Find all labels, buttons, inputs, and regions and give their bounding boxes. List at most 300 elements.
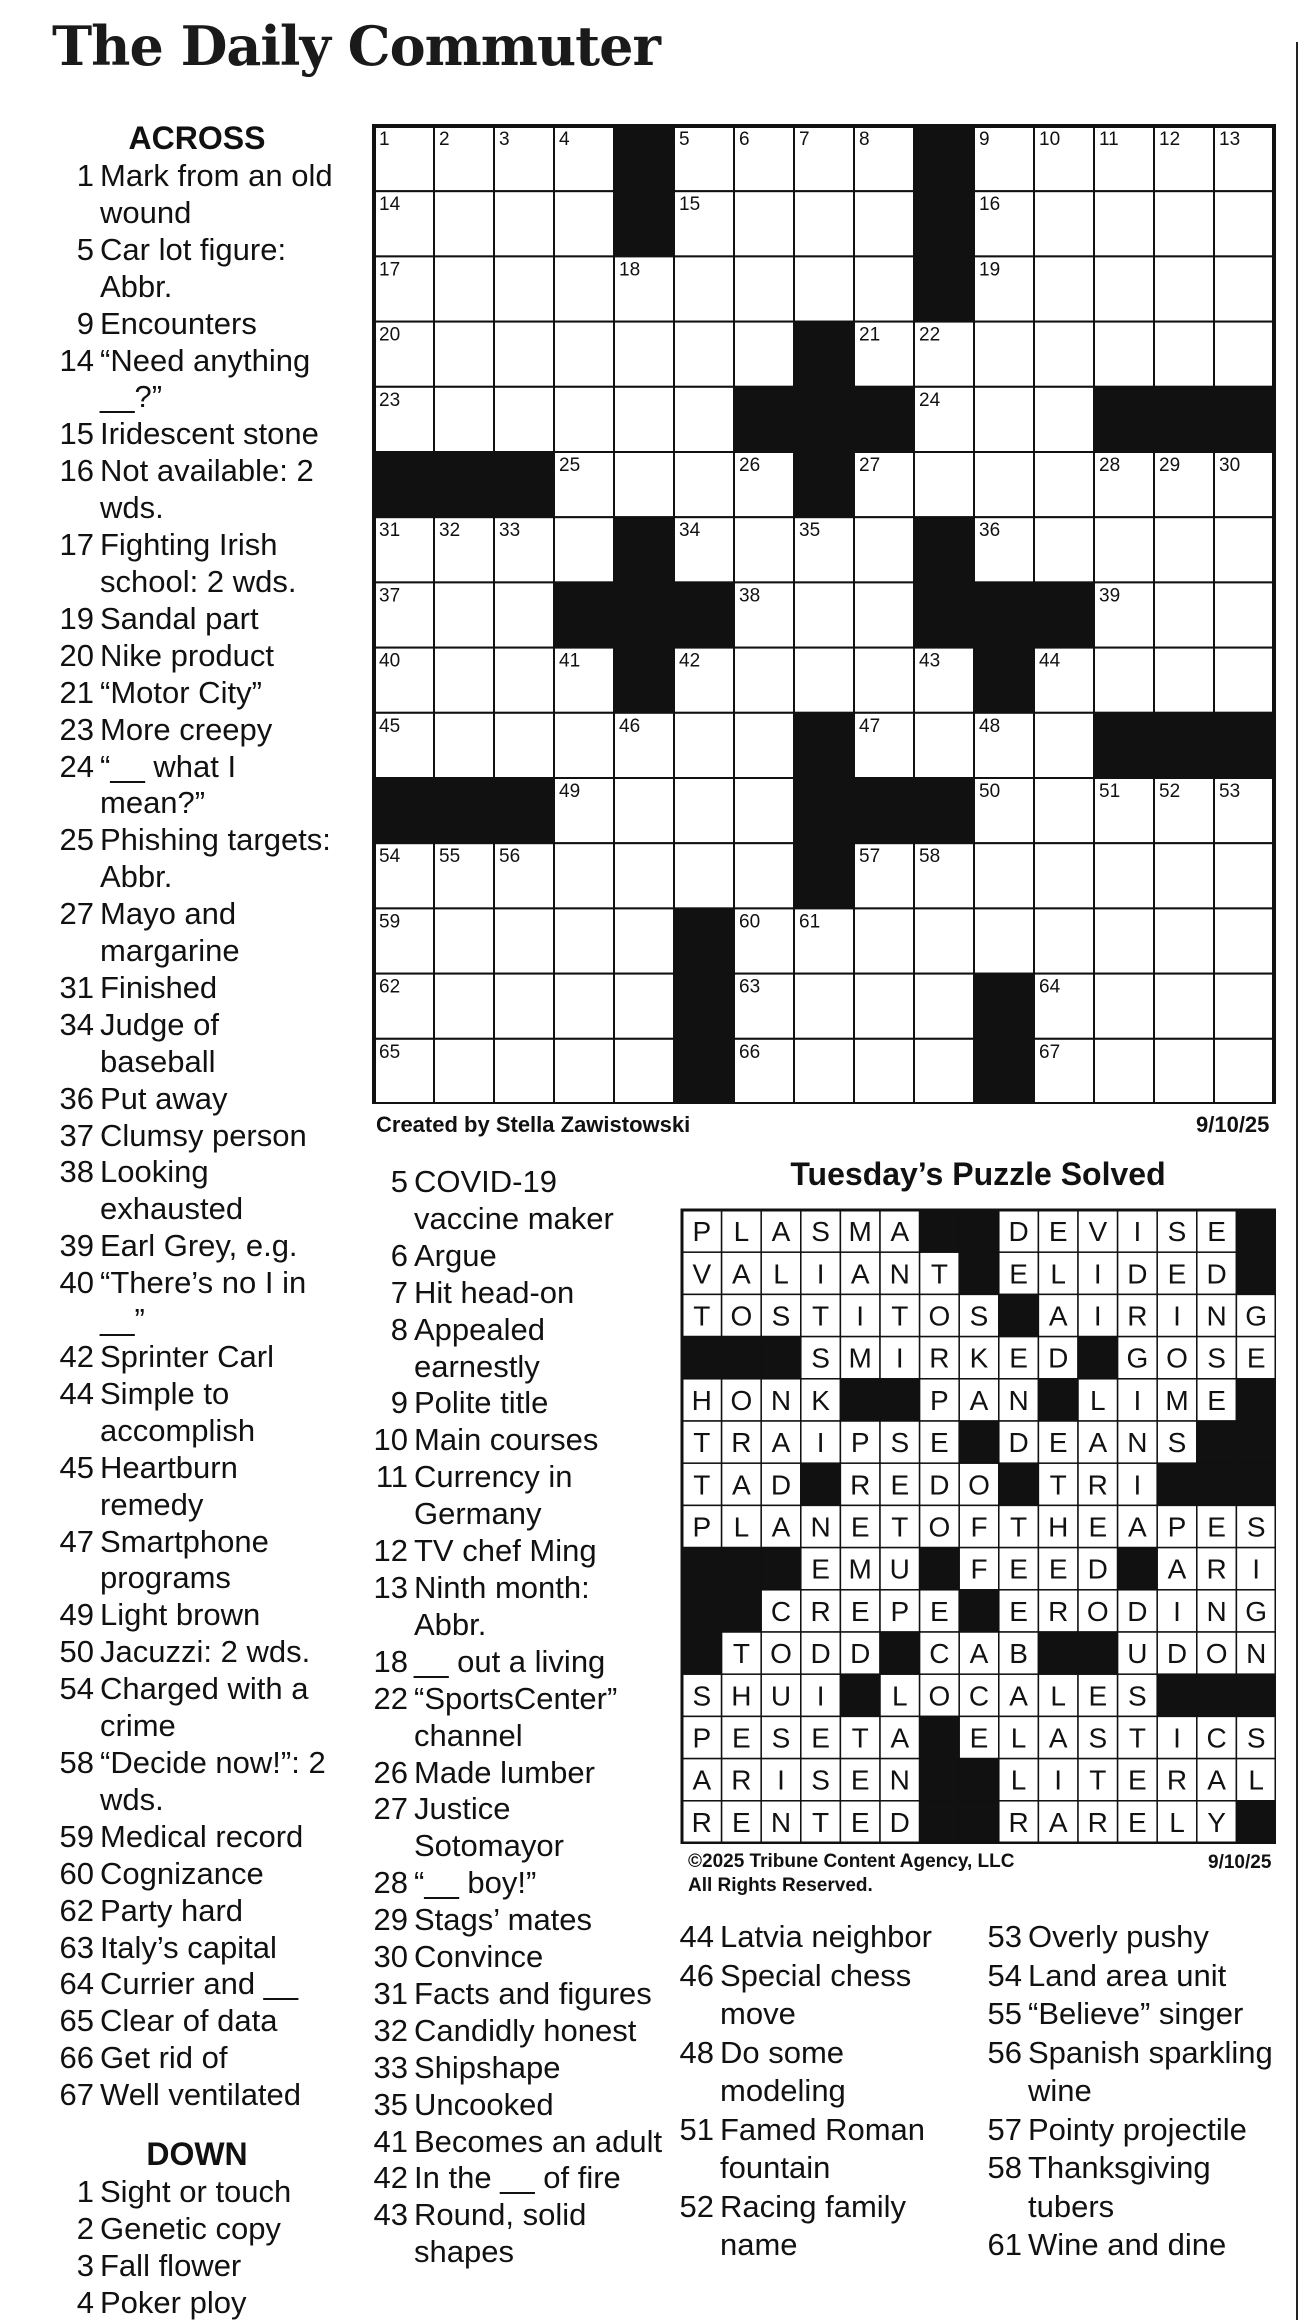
grid-cell[interactable]: [1034, 778, 1094, 843]
clue-down_col2-32: [366, 2013, 666, 2050]
clue-down_col2-8: [366, 1312, 666, 1386]
grid-cell[interactable]: [494, 648, 554, 713]
grid-cell[interactable]: [1214, 843, 1274, 908]
solved-letter: L: [773, 1258, 789, 1290]
clue-number: 18: [373, 1643, 408, 1679]
grid-cell[interactable]: [734, 648, 794, 713]
clue-number: 38: [59, 1154, 94, 1190]
clue-text: Sight or touch: [100, 2174, 292, 2210]
clue-number: 60: [59, 1855, 94, 1891]
solved-block: [1236, 1252, 1276, 1294]
clue-text: Stags’ mates: [414, 1902, 593, 1938]
clue-down_col2-30: [366, 1939, 666, 1976]
clue-text: Convince: [414, 1939, 544, 1975]
grid-cell[interactable]: [1154, 517, 1214, 582]
grid-block: [614, 582, 674, 647]
grid-number: 11: [1099, 129, 1119, 150]
grid-cell[interactable]: [1154, 322, 1214, 387]
column-rule: [1296, 42, 1298, 2320]
grid-cell[interactable]: [1094, 191, 1154, 256]
clue-text: Poker ploy: [100, 2284, 247, 2320]
grid-cell[interactable]: [494, 713, 554, 778]
grid-cell[interactable]: [1034, 908, 1094, 973]
clue-text: “Believe” singer: [1028, 1996, 1244, 2031]
clue-text: Finished: [100, 969, 218, 1005]
grid-cell[interactable]: [1034, 191, 1094, 256]
grid-cell[interactable]: [494, 322, 554, 387]
clue-across-54: [52, 1671, 342, 1745]
grid-block: [614, 126, 674, 191]
masthead: The Daily Commuter: [52, 14, 660, 78]
clue-number: 50: [59, 1634, 94, 1670]
clue-down_col3-48: [672, 2034, 976, 2111]
grid-cell[interactable]: [1094, 908, 1154, 973]
grid-cell[interactable]: [914, 974, 974, 1039]
clue-text: Car lot figure: Abbr.: [100, 231, 287, 304]
grid-cell[interactable]: [734, 778, 794, 843]
grid-cell[interactable]: [1094, 974, 1154, 1039]
clue-across-63: [52, 1930, 342, 1967]
grid-cell[interactable]: [1094, 256, 1154, 321]
grid-cell[interactable]: [1214, 1039, 1274, 1104]
clue-number: 67: [59, 2077, 94, 2113]
grid-cell[interactable]: [494, 191, 554, 256]
grid-cell[interactable]: [1094, 1039, 1154, 1104]
grid-cell[interactable]: [974, 322, 1034, 387]
grid-number: 36: [979, 520, 1001, 542]
down-clue-list-1: [52, 2174, 342, 2322]
clue-text: Party hard: [100, 1892, 244, 1928]
grid-cell[interactable]: [494, 387, 554, 452]
solved-letter: S: [1246, 1722, 1266, 1754]
solved-letter: R: [810, 1595, 831, 1627]
solved-letter: S: [1088, 1722, 1108, 1754]
grid-cell[interactable]: [554, 974, 614, 1039]
grid-cell[interactable]: [1214, 582, 1274, 647]
grid-number: 39: [1099, 585, 1121, 607]
grid-cell[interactable]: [734, 256, 794, 321]
grid-block: [854, 387, 914, 452]
clue-number: 3: [76, 2247, 94, 2283]
clue-across-47: [52, 1524, 342, 1598]
grid-cell[interactable]: [1214, 648, 1274, 713]
clue-number: 23: [59, 711, 94, 747]
clue-down_col2-27: [366, 1791, 666, 1865]
solved-letter: I: [816, 1258, 825, 1290]
grid-cell[interactable]: [434, 582, 494, 647]
solved-heading: Tuesday’s Puzzle Solved: [790, 1156, 1166, 1192]
grid-cell[interactable]: [734, 322, 794, 387]
clue-number: 27: [59, 896, 94, 932]
grid-cell[interactable]: [554, 1039, 614, 1104]
grid-cell[interactable]: [1154, 974, 1214, 1039]
grid-cell[interactable]: [1214, 974, 1274, 1039]
grid-number: 50: [979, 781, 1001, 802]
solved-letter: R: [731, 1427, 752, 1459]
grid-number: 63: [739, 976, 761, 998]
solved-letter: A: [890, 1216, 910, 1248]
grid-cell[interactable]: [494, 256, 554, 321]
solved-letter: N: [1127, 1427, 1148, 1459]
grid-cell[interactable]: [614, 322, 674, 387]
solved-letter: L: [1090, 1384, 1106, 1416]
grid-cell[interactable]: [854, 517, 914, 582]
clue-across-37: [52, 1118, 342, 1155]
grid-number: 34: [679, 520, 701, 542]
clue-down_col1-3: [52, 2248, 342, 2285]
clue-across-16: [52, 453, 342, 527]
solved-letter: I: [816, 1680, 825, 1712]
solved-letter: S: [1128, 1680, 1147, 1712]
clue-number: 7: [390, 1274, 408, 1310]
grid-cell[interactable]: [494, 908, 554, 973]
grid-cell[interactable]: [914, 1039, 974, 1104]
grid-cell[interactable]: [974, 908, 1034, 973]
grid-cell[interactable]: [854, 582, 914, 647]
grid-cell[interactable]: [734, 843, 794, 908]
clue-text: Made lumber: [414, 1754, 595, 1790]
solved-block: [880, 1632, 920, 1674]
grid-block: [554, 582, 614, 647]
clue-text: Sandal part: [100, 600, 259, 636]
grid-cell[interactable]: [854, 1039, 914, 1104]
grid-cell[interactable]: [674, 778, 734, 843]
solved-letter: T: [1010, 1511, 1028, 1543]
solved-letter: E: [1048, 1216, 1068, 1248]
solved-letter: S: [1207, 1342, 1226, 1374]
clue-text: Nike product: [100, 637, 275, 673]
clue-number: 44: [679, 1919, 714, 1954]
grid-cell[interactable]: [674, 713, 734, 778]
grid-cell[interactable]: [854, 256, 914, 321]
grid-cell[interactable]: [974, 843, 1034, 908]
clue-down_col1-2: [52, 2211, 342, 2248]
clue-text: Get rid of: [100, 2040, 228, 2076]
clue-text: Well ventilated: [100, 2077, 302, 2113]
solved-letter: E: [930, 1427, 949, 1459]
clue-number: 54: [987, 1957, 1022, 1993]
grid-cell[interactable]: [1034, 256, 1094, 321]
grid-cell[interactable]: [614, 974, 674, 1039]
grid-cell[interactable]: [1094, 322, 1154, 387]
clue-text: “Decide now!”: 2 wds.: [100, 1744, 326, 1817]
puzzle-date: 9/10/25: [1196, 1112, 1270, 1137]
grid-cell[interactable]: [1214, 191, 1274, 256]
grid-block: [674, 974, 734, 1039]
clue-across-21: [52, 675, 342, 712]
across-clue-list: [52, 158, 342, 2114]
grid-cell[interactable]: [1034, 517, 1094, 582]
solved-letter: H: [691, 1384, 712, 1416]
solved-letter: S: [969, 1300, 989, 1332]
grid-cell[interactable]: [1034, 452, 1094, 517]
clue-across-36: [52, 1081, 342, 1118]
solved-letter: N: [1206, 1300, 1227, 1332]
clue-across-67: [52, 2077, 342, 2114]
grid-cell[interactable]: [854, 648, 914, 713]
solved-letter: T: [732, 1638, 750, 1670]
grid-number: 20: [379, 324, 401, 346]
solved-letter: U: [889, 1553, 910, 1585]
clue-number: 58: [59, 1744, 94, 1780]
solved-letter: A: [1088, 1427, 1108, 1459]
grid-cell[interactable]: [494, 582, 554, 647]
solved-letter: A: [732, 1258, 751, 1290]
crossword-grid[interactable]: [372, 124, 1276, 1104]
clue-across-45: [52, 1450, 342, 1524]
grid-cell[interactable]: [434, 1039, 494, 1104]
solved-letter: A: [1167, 1553, 1187, 1585]
grid-cell[interactable]: [1154, 1039, 1214, 1104]
clue-down_col4-61: [980, 2226, 1284, 2265]
clue-text: Argue: [414, 1237, 497, 1273]
clue-text: Famed Roman fountain: [720, 2111, 926, 2185]
solved-letter: F: [970, 1553, 988, 1585]
solved-letter: A: [771, 1216, 791, 1248]
grid-cell[interactable]: [434, 256, 494, 321]
clue-text: Cognizance: [100, 1855, 264, 1891]
grid-cell[interactable]: [1034, 713, 1094, 778]
solved-letter: A: [1009, 1680, 1028, 1712]
grid-cell[interactable]: [614, 843, 674, 908]
grid-cell[interactable]: [434, 191, 494, 256]
solved-letter: L: [1010, 1764, 1027, 1796]
clue-down_col4-53: [980, 1918, 1284, 1957]
grid-cell[interactable]: [914, 713, 974, 778]
grid-cell[interactable]: [1214, 322, 1274, 387]
grid-cell[interactable]: [974, 387, 1034, 452]
solved-letter: C: [968, 1680, 990, 1712]
grid-cell[interactable]: [914, 452, 974, 517]
solved-letter: E: [811, 1553, 830, 1585]
grid-cell[interactable]: [434, 908, 494, 973]
grid-cell[interactable]: [1034, 843, 1094, 908]
clue-number: 29: [373, 1902, 408, 1938]
grid-cell[interactable]: [794, 191, 854, 256]
clue-text: Looking exhausted: [100, 1154, 244, 1227]
grid-cell[interactable]: [1094, 648, 1154, 713]
grid-number: 67: [1039, 1041, 1061, 1063]
clue-across-60: [52, 1856, 342, 1893]
grid-block: [974, 582, 1034, 647]
grid-cell[interactable]: [554, 713, 614, 778]
solved-letter: E: [1128, 1806, 1147, 1838]
grid-number: 47: [859, 715, 881, 737]
clue-across-42: [52, 1339, 342, 1376]
grid-number: 55: [439, 846, 461, 868]
solved-block: [959, 1801, 999, 1843]
grid-cell[interactable]: [734, 517, 794, 582]
clue-across-59: [52, 1819, 342, 1856]
solved-block: [959, 1421, 999, 1463]
grid-cell[interactable]: [734, 713, 794, 778]
rights-line: All Rights Reserved.: [688, 1875, 873, 1896]
clue-across-58: [52, 1745, 342, 1819]
grid-cell[interactable]: [434, 322, 494, 387]
grid-cell[interactable]: [1154, 843, 1214, 908]
clue-number: 21: [59, 674, 94, 710]
clue-down_col1-1: [52, 2174, 342, 2211]
clue-across-9: [52, 306, 342, 343]
clue-text: Put away: [100, 1080, 228, 1116]
clue-number: 59: [59, 1818, 94, 1854]
clue-number: 52: [679, 2188, 714, 2224]
clue-number: 47: [59, 1523, 94, 1559]
clue-across-62: [52, 1893, 342, 1930]
solved-block: [1118, 1548, 1158, 1590]
grid-cell[interactable]: [554, 908, 614, 973]
down-column-4: [980, 1918, 1284, 2265]
clue-number: 31: [59, 969, 94, 1005]
grid-cell[interactable]: [614, 778, 674, 843]
solved-letter: V: [692, 1258, 712, 1290]
clue-number: 63: [59, 1929, 94, 1965]
grid-cell[interactable]: [674, 387, 734, 452]
solved-letter: L: [1010, 1722, 1027, 1754]
grid-cell[interactable]: [434, 713, 494, 778]
clue-number: 10: [373, 1422, 408, 1458]
clue-number: 12: [373, 1533, 408, 1569]
grid-cell[interactable]: [1034, 387, 1094, 452]
grid-cell[interactable]: [674, 452, 734, 517]
clue-number: 19: [59, 600, 94, 636]
solved-letter: T: [891, 1300, 909, 1332]
grid-cell[interactable]: [554, 387, 614, 452]
grid-number: 1: [379, 129, 390, 150]
solved-letter: C: [929, 1638, 950, 1670]
grid-cell[interactable]: [1094, 517, 1154, 582]
clue-number: 36: [59, 1080, 94, 1116]
grid-cell[interactable]: [854, 908, 914, 973]
clue-down_col2-6: [366, 1238, 666, 1275]
solved-letter: E: [1128, 1764, 1147, 1796]
solved-letter: E: [850, 1595, 870, 1627]
grid-cell[interactable]: [794, 1039, 854, 1104]
solved-letter: L: [1169, 1806, 1185, 1838]
grid-cell[interactable]: [614, 908, 674, 973]
solved-letter: E: [890, 1469, 910, 1501]
solved-block: [1236, 1674, 1276, 1716]
grid-cell[interactable]: [1034, 322, 1094, 387]
clue-text: Candidly honest: [414, 2012, 637, 2048]
grid-cell[interactable]: [914, 908, 974, 973]
solved-letter: Y: [1207, 1806, 1226, 1838]
solved-letter: E: [1207, 1511, 1226, 1543]
grid-cell[interactable]: [1154, 582, 1214, 647]
grid-cell[interactable]: [554, 322, 614, 387]
grid-cell[interactable]: [854, 974, 914, 1039]
grid-cell[interactable]: [614, 1039, 674, 1104]
grid-cell[interactable]: [1154, 256, 1214, 321]
solved-letter: O: [770, 1638, 792, 1670]
solved-letter: R: [929, 1342, 950, 1374]
clue-number: 41: [373, 2123, 408, 2159]
grid-cell[interactable]: [554, 517, 614, 582]
clue-across-49: [52, 1597, 342, 1634]
clue-number: 49: [59, 1597, 94, 1633]
solved-letter: S: [1246, 1511, 1266, 1543]
solved-block: [682, 1590, 722, 1632]
clue-number: 65: [59, 2003, 94, 2039]
grid-cell[interactable]: [554, 256, 614, 321]
clue-number: 44: [59, 1375, 94, 1411]
grid-cell[interactable]: [854, 191, 914, 256]
across-heading: ACROSS: [128, 120, 266, 156]
solved-letter: E: [1088, 1511, 1108, 1543]
grid-cell[interactable]: [794, 256, 854, 321]
solved-letter: D: [1127, 1258, 1148, 1290]
solved-letter: D: [770, 1469, 792, 1501]
grid-cell[interactable]: [794, 582, 854, 647]
grid-cell[interactable]: [1154, 648, 1214, 713]
solved-letter: S: [811, 1342, 830, 1374]
grid-cell[interactable]: [614, 452, 674, 517]
clue-text: __ out a living: [414, 1643, 606, 1679]
clue-text: Justice Sotomayor: [414, 1791, 564, 1864]
grid-cell[interactable]: [734, 191, 794, 256]
solved-block: [682, 1337, 722, 1379]
solved-letter: T: [812, 1806, 830, 1838]
grid-cell[interactable]: [614, 387, 674, 452]
clue-across-17: [52, 527, 342, 601]
grid-cell[interactable]: [1154, 191, 1214, 256]
clue-down_col2-31: [366, 1976, 666, 2013]
clue-across-14: [52, 343, 342, 417]
grid-cell[interactable]: [674, 843, 734, 908]
clue-number: 15: [59, 416, 94, 452]
solved-letter: S: [811, 1764, 830, 1796]
grid-cell[interactable]: [434, 974, 494, 1039]
clue-text: “There’s no I in __”: [100, 1265, 307, 1338]
clue-text: Latvia neighbor: [720, 1919, 932, 1954]
solved-letter: P: [850, 1427, 870, 1459]
grid-cell[interactable]: [434, 648, 494, 713]
solved-letter: I: [1093, 1300, 1102, 1332]
grid-cell[interactable]: [554, 191, 614, 256]
solved-letter: T: [1049, 1469, 1067, 1501]
grid-cell[interactable]: [974, 452, 1034, 517]
clue-text: Ninth month: Abbr.: [414, 1569, 590, 1642]
grid-block: [674, 1039, 734, 1104]
grid-cell[interactable]: [1214, 256, 1274, 321]
grid-cell[interactable]: [494, 974, 554, 1039]
grid-cell[interactable]: [794, 974, 854, 1039]
clue-number: 51: [679, 2111, 714, 2147]
solved-letter: O: [730, 1384, 753, 1416]
grid-cell[interactable]: [554, 843, 614, 908]
grid-cell[interactable]: [494, 1039, 554, 1104]
grid-cell[interactable]: [674, 256, 734, 321]
clue-across-38: [52, 1154, 342, 1228]
solved-letter: A: [1048, 1806, 1068, 1838]
solved-letter: I: [1173, 1300, 1181, 1332]
clue-across-24: [52, 749, 342, 823]
solved-letter: M: [1165, 1384, 1189, 1416]
solved-letter: A: [1128, 1511, 1147, 1543]
grid-cell[interactable]: [1214, 517, 1274, 582]
grid-cell[interactable]: [794, 648, 854, 713]
grid-number: 6: [739, 129, 750, 150]
solved-letter: R: [1008, 1806, 1029, 1838]
grid-cell[interactable]: [674, 322, 734, 387]
grid-cell[interactable]: [1154, 908, 1214, 973]
grid-cell[interactable]: [1214, 908, 1274, 973]
grid-number: 49: [559, 781, 581, 802]
grid-cell[interactable]: [1094, 843, 1154, 908]
clue-across-19: [52, 601, 342, 638]
clue-across-65: [52, 2003, 342, 2040]
grid-cell[interactable]: [434, 387, 494, 452]
